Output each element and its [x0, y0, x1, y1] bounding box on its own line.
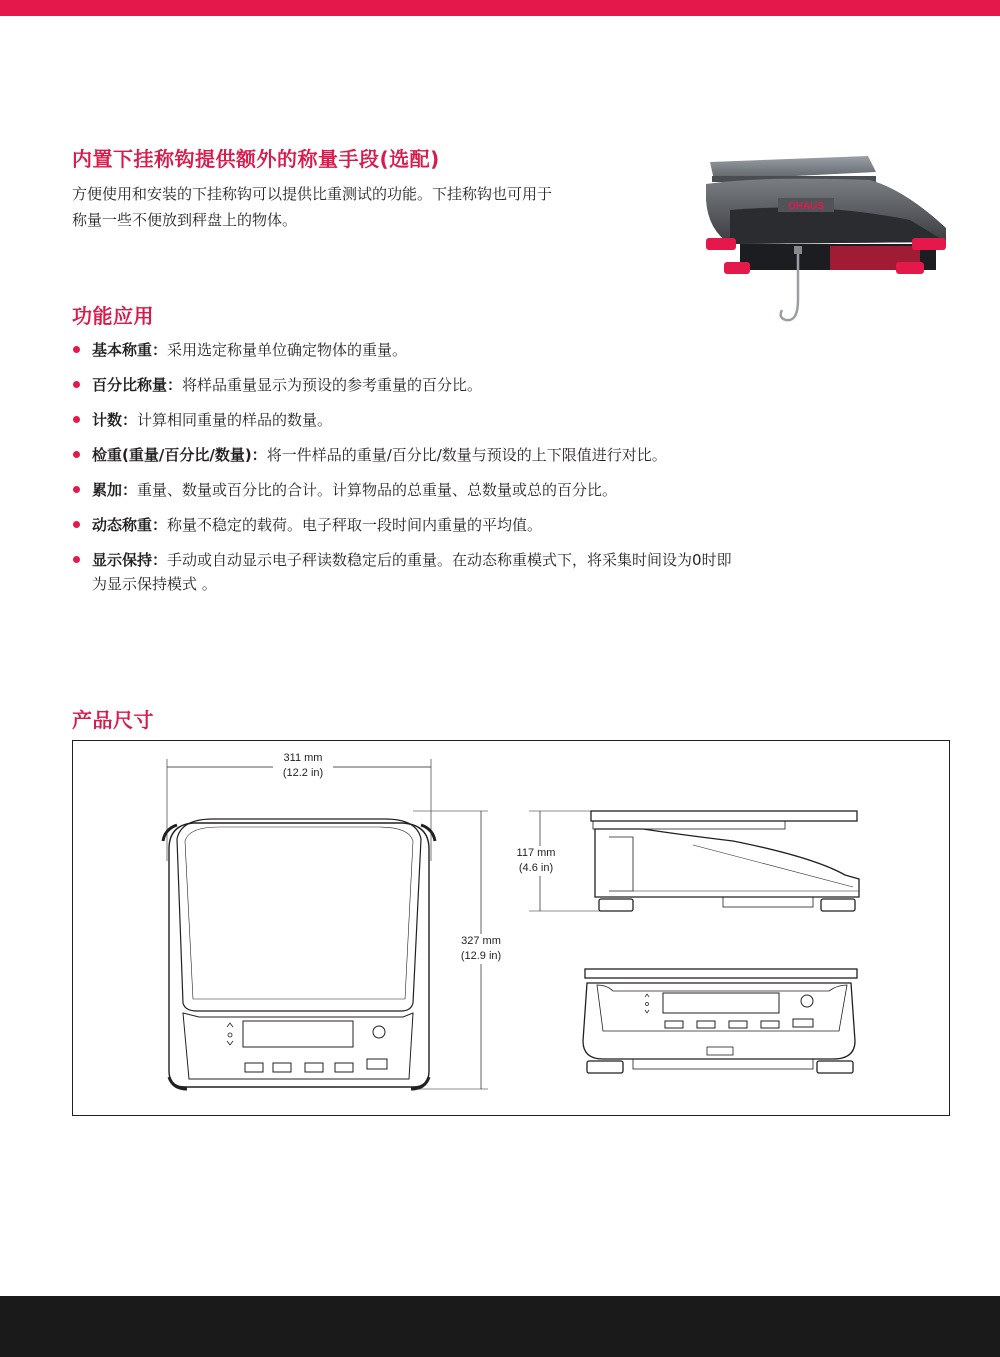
feature-desc-continued: 为显示保持模式 。	[92, 575, 217, 593]
feature-item	[72, 478, 932, 502]
hook-desc-line-2: 称量一些不便放到秤盘上的物体。	[72, 211, 298, 229]
bullet-icon	[73, 486, 80, 493]
bullet-icon	[73, 346, 80, 353]
front-view-key	[697, 1021, 715, 1028]
dimension-drawing-frame	[72, 740, 950, 1116]
top-view-key	[273, 1063, 291, 1072]
feature-desc: 手动或自动显示电子秤读数稳定后的重量。在动态称重模式下，将采集时间设为0时即	[167, 551, 732, 569]
feature-item	[72, 513, 932, 537]
hook-section-title: 内置下挂称钩提供额外的称量手段(选配)	[72, 147, 440, 171]
feature-sep: ：	[122, 481, 138, 499]
feature-sep: ：	[167, 376, 183, 394]
feature-term: 累加	[92, 481, 123, 499]
front-view-key	[665, 1021, 683, 1028]
depth-in: (12.9 in)	[460, 950, 502, 962]
feature-term: 检重(重量/百分比/数量)	[92, 446, 252, 464]
feature-desc: 采用选定称量单位确定物体的重量。	[167, 341, 408, 359]
bullet-icon	[73, 521, 80, 528]
feature-item	[72, 443, 932, 467]
foot-left-front	[706, 238, 736, 250]
feature-desc: 将样品重量显示为预设的参考重量的百分比。	[182, 376, 483, 394]
height-label	[505, 846, 567, 876]
dimensions-title: 产品尺寸	[72, 708, 154, 732]
hook-section-description	[72, 181, 672, 233]
top-view-key	[245, 1063, 263, 1072]
feature-list	[72, 338, 932, 607]
top-accent-bar	[0, 0, 1000, 16]
feature-item	[72, 408, 932, 432]
feature-sep: ：	[122, 411, 138, 429]
feature-desc: 计算相同重量的样品的数量。	[137, 411, 333, 429]
feature-term: 计数	[92, 411, 123, 429]
top-view-key	[367, 1059, 387, 1069]
top-view-power-button	[373, 1026, 385, 1038]
top-view-display	[243, 1021, 353, 1047]
feature-sep: ：	[152, 551, 168, 569]
scale-top-view	[163, 819, 435, 1089]
feature-term: 基本称重	[92, 341, 153, 359]
front-view-key	[793, 1019, 813, 1027]
feature-desc: 重量、数量或百分比的合计。计算物品的总重量、总数量或总的百分比。	[137, 481, 618, 499]
front-view-power-button	[801, 995, 813, 1007]
front-view-key	[761, 1021, 779, 1028]
scale-side-view	[591, 811, 859, 911]
feature-sep: ：	[251, 446, 267, 464]
depth-mm: 327 mm	[461, 935, 501, 947]
feature-item	[72, 373, 932, 397]
width-in: (12.2 in)	[282, 767, 324, 779]
depth-label	[449, 934, 513, 964]
height-in: (4.6 in)	[518, 862, 554, 874]
bullet-icon	[73, 451, 80, 458]
feature-term: 显示保持	[92, 551, 153, 569]
feature-item	[72, 338, 932, 362]
foot-right-front	[912, 238, 946, 250]
feature-term: 动态称重	[92, 516, 153, 534]
width-label	[273, 751, 333, 781]
bullet-icon	[73, 556, 80, 563]
feature-desc: 称量不稳定的载荷。电子秤取一段时间内重量的平均值。	[167, 516, 543, 534]
height-mm: 117 mm	[516, 847, 556, 859]
scale-with-hook-photo	[700, 150, 950, 335]
front-view-display	[663, 993, 779, 1013]
front-view-key	[729, 1021, 747, 1028]
footer-bar	[0, 1296, 1000, 1357]
feature-sep: ：	[152, 341, 168, 359]
width-mm: 311 mm	[283, 752, 323, 764]
feature-item	[72, 548, 932, 596]
top-view-key	[335, 1063, 353, 1072]
feature-desc: 将一件样品的重量/百分比/数量与预设的上下限值进行对比。	[266, 446, 667, 464]
brand-logo: OHAUS	[787, 201, 825, 212]
foot-left-rear	[724, 262, 750, 274]
features-title: 功能应用	[72, 304, 154, 328]
feature-sep: ：	[152, 516, 168, 534]
bullet-icon	[73, 381, 80, 388]
scale-front-view	[583, 969, 857, 1073]
bullet-icon	[73, 416, 80, 423]
dimension-drawing	[73, 741, 948, 1114]
feature-term: 百分比称量	[92, 376, 168, 394]
foot-right-rear	[896, 262, 924, 274]
top-view-key	[305, 1063, 323, 1072]
hook-desc-line-1: 方便使用和安装的下挂称钩可以提供比重测试的功能。下挂称钩也可用于	[72, 185, 553, 203]
